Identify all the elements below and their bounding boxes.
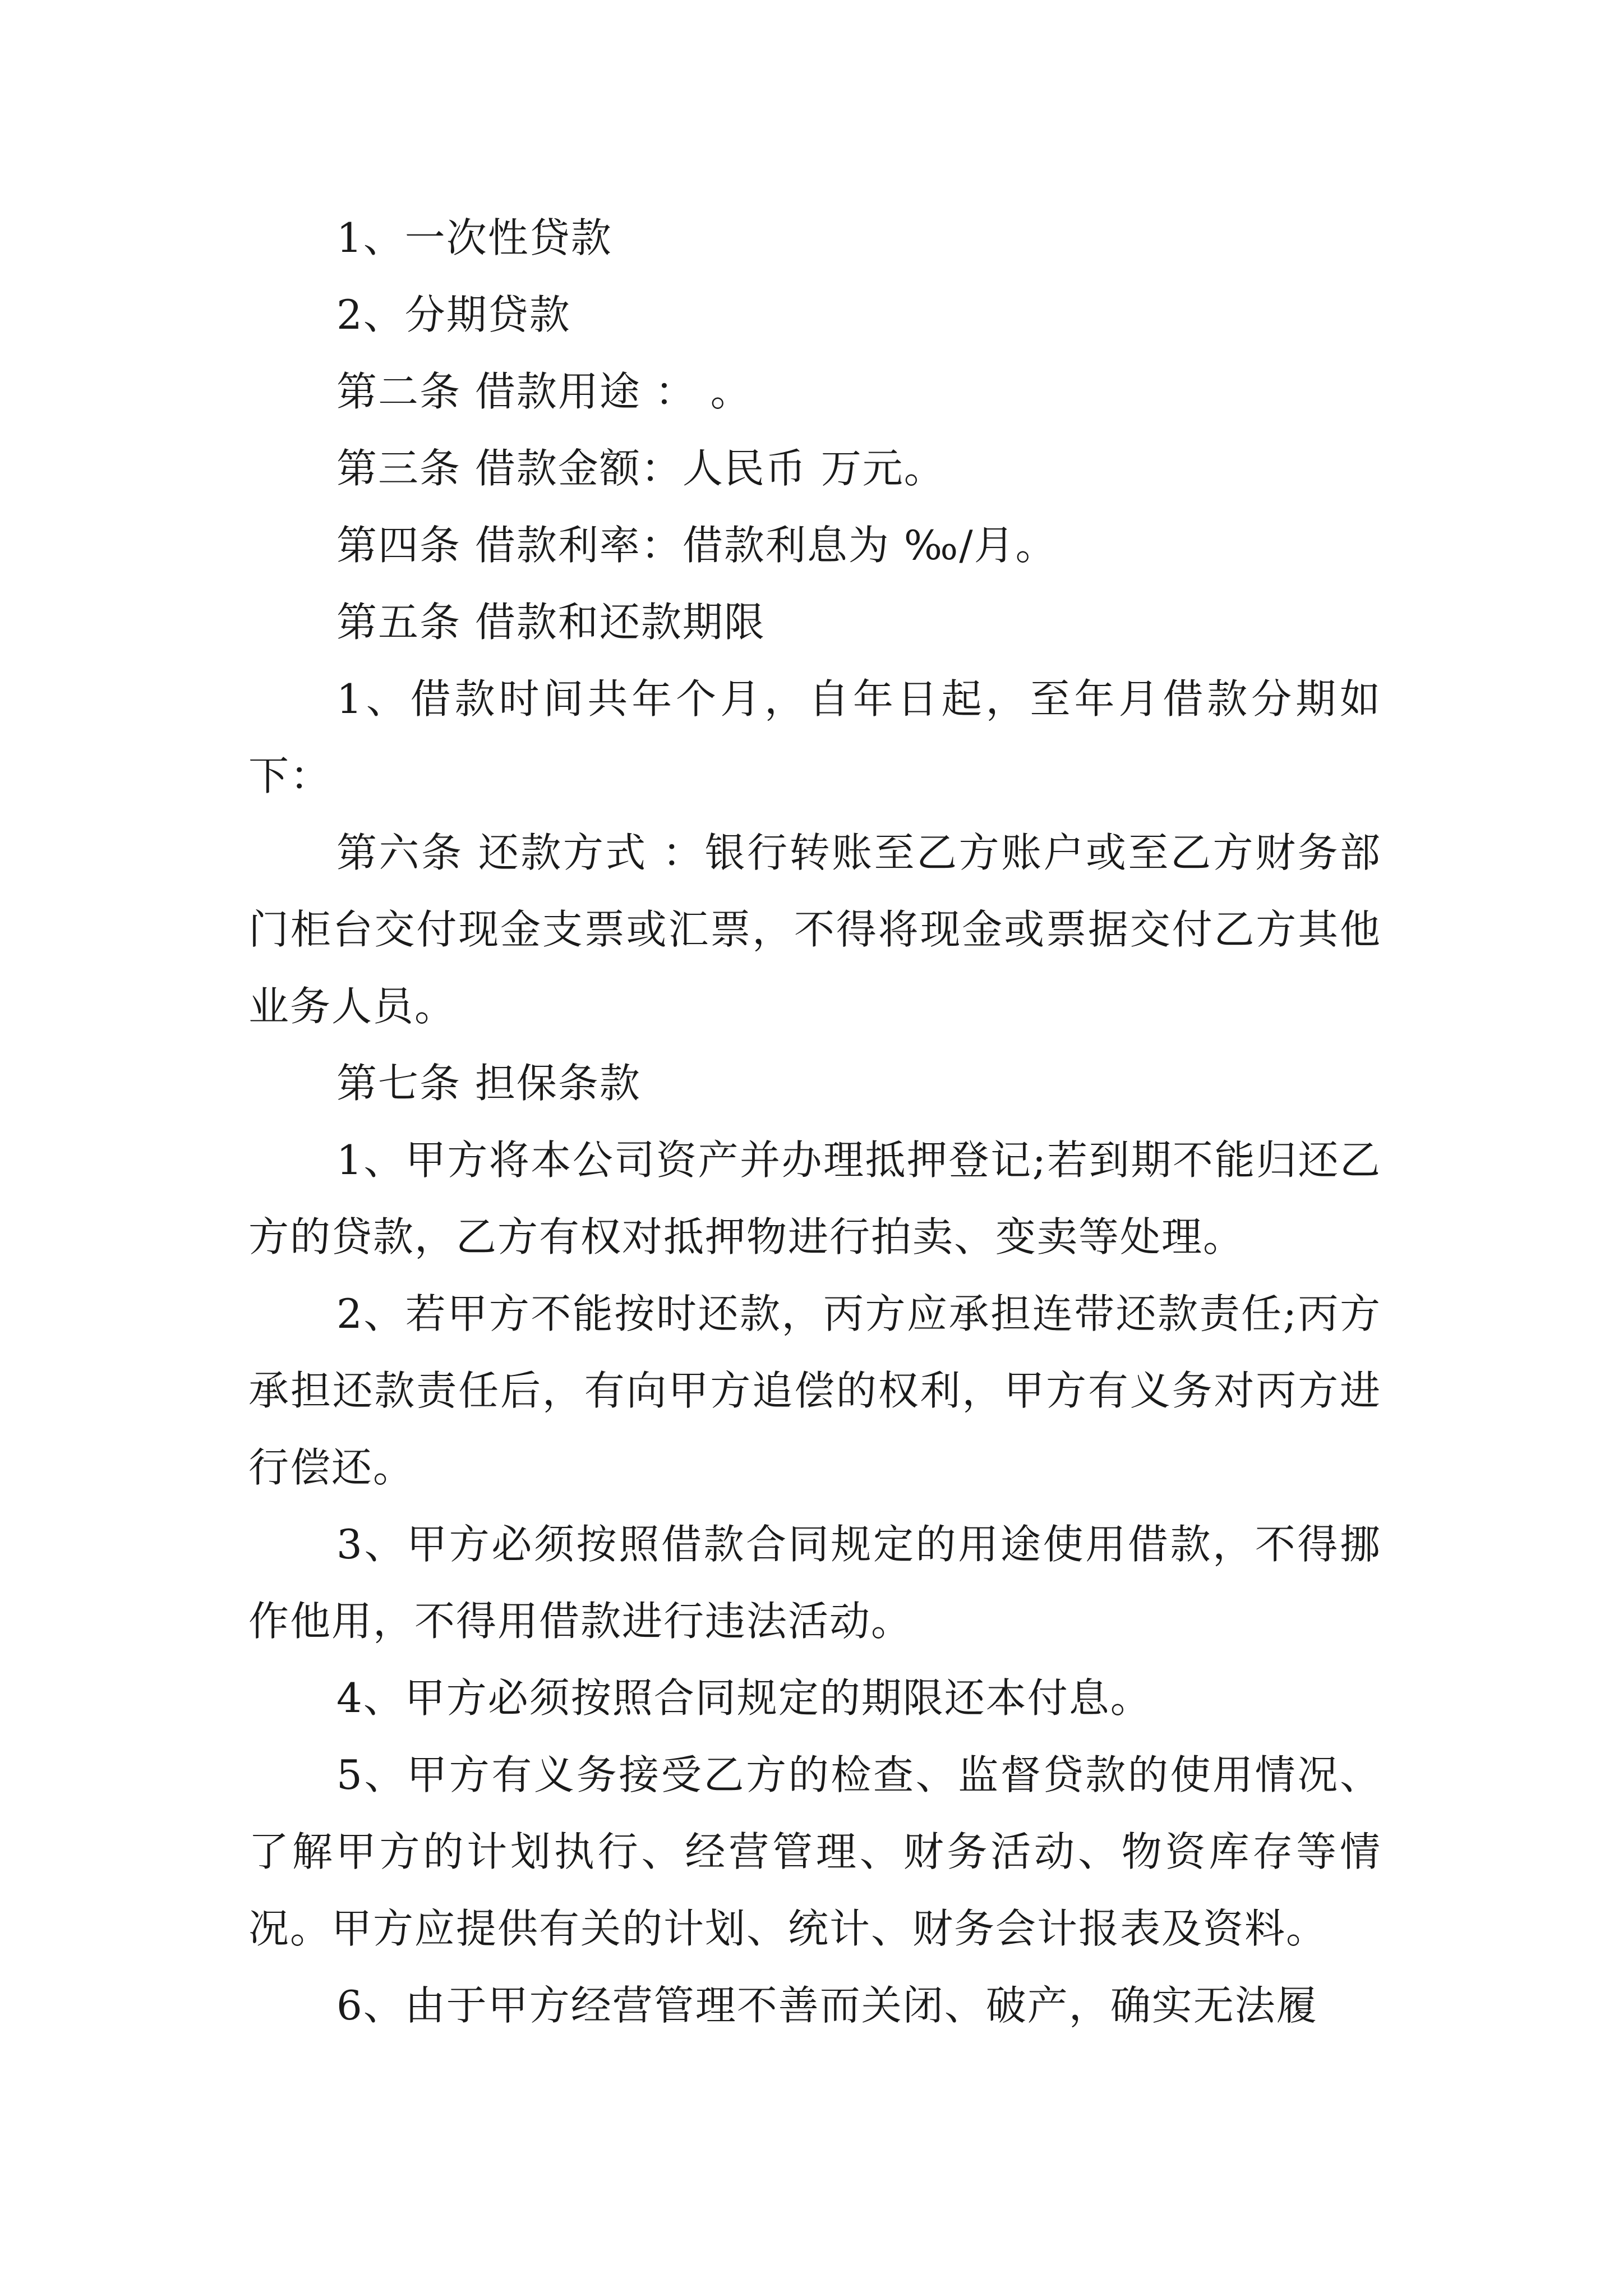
paragraph-article-5-term: 第五条 借款和还款期限 xyxy=(336,599,766,646)
paragraph-article-3-amount: 第三条 借款金额：人民币 万元。 xyxy=(336,445,946,492)
paragraph-article-7-item-5: 5、甲方有义务接受乙方的检查、监督贷款的使用情况、了解甲方的计划执行、经营管理、财务活动、物资库存等情况。甲方应提供有关的计划、统计、财务会计报表及资料。 xyxy=(248,1751,1381,1952)
paragraph-lump-sum-loan: 1、一次性贷款 xyxy=(336,214,612,261)
paragraph-article-4-rate: 第四条 借款利率：借款利息为 ‰/月。 xyxy=(336,522,1057,569)
paragraph-article-7-guarantee: 第七条 担保条款 xyxy=(336,1060,641,1107)
paragraph-article-6-repayment: 第六条 还款方式 ：银行转账至乙方账户或至乙方财务部门柜台交付现金支票或汇票，不得将现金或票据交付乙方其他业务人员。 xyxy=(248,829,1381,1030)
paragraph-article-5-item-1: 1、借款时间共年个月，自年日起，至年月借款分期如下： xyxy=(248,675,1381,799)
paragraph-article-7-item-3: 3、甲方必须按照借款合同规定的用途使用借款，不得挪作他用，不得用借款进行违法活动。 xyxy=(248,1521,1381,1645)
paragraph-article-7-item-6: 6、由于甲方经营管理不善而关闭、破产，确实无法履 xyxy=(336,1982,1318,2029)
paragraph-article-7-item-1: 1、甲方将本公司资产并办理抵押登记;若到期不能归还乙方的贷款，乙方有权对抵押物进行拍卖、变卖等处理。 xyxy=(248,1137,1381,1260)
paragraph-article-2-purpose: 第二条 借款用途 ： 。 xyxy=(336,368,752,415)
paragraph-article-7-item-4: 4、甲方必须按照合同规定的期限还本付息。 xyxy=(336,1674,1152,1722)
paragraph-installment-loan: 2、分期贷款 xyxy=(336,291,571,338)
paragraph-article-7-item-2: 2、若甲方不能按时还款，丙方应承担连带还款责任;丙方承担还款责任后，有向甲方追偿的权利，甲方有义务对丙方进行偿还。 xyxy=(248,1290,1381,1491)
document-body xyxy=(248,200,1381,2044)
